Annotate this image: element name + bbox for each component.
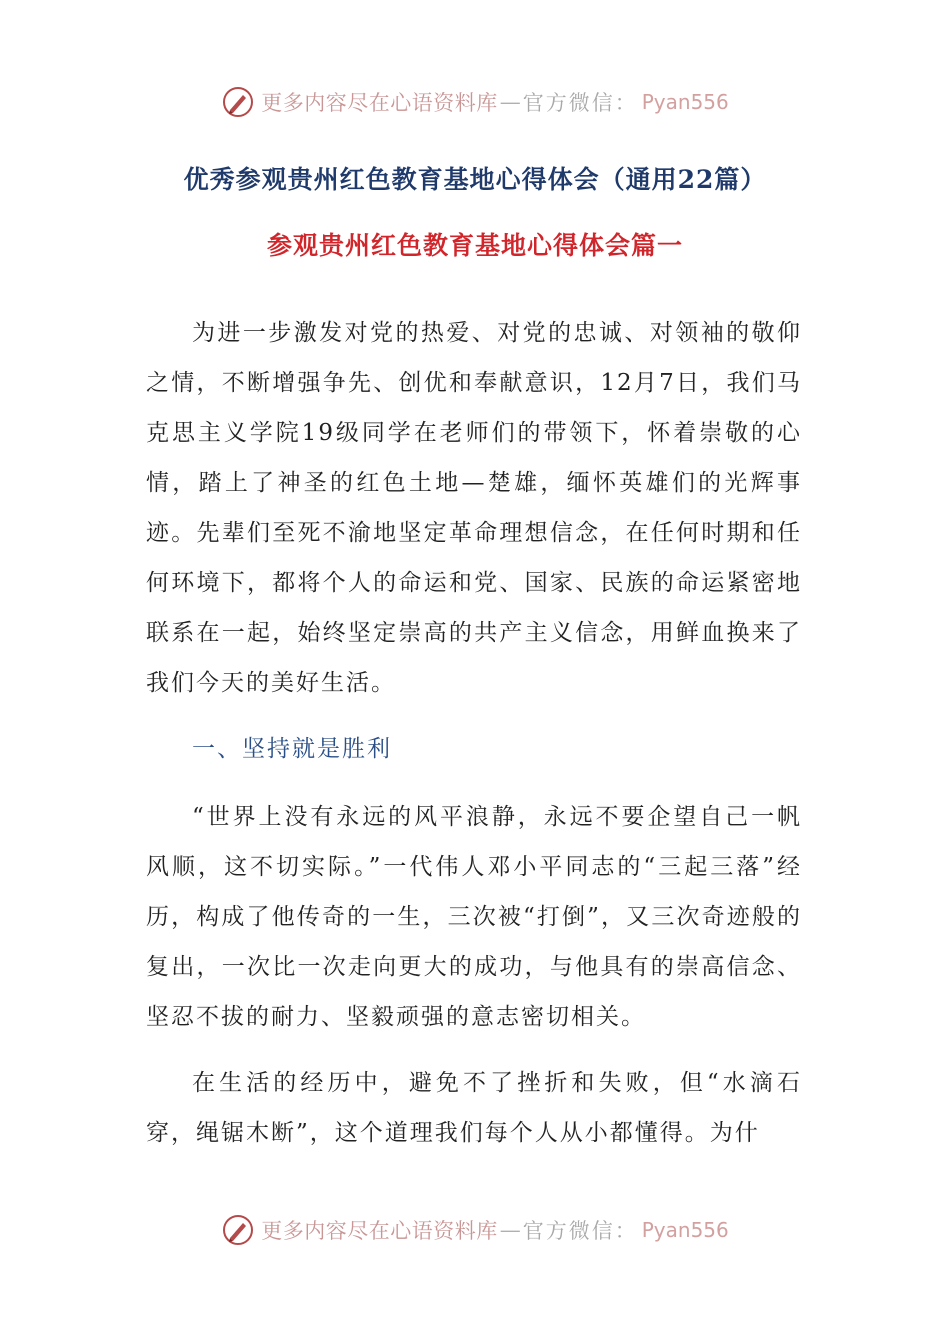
paragraph-block-3 [146, 1058, 802, 1158]
banner-separator: — [499, 90, 521, 114]
header-banner [0, 82, 950, 122]
section-title: 参观贵州红色教育基地心得体会篇一 [266, 231, 683, 260]
banner-wechat-id: Pyan556 [641, 1218, 729, 1242]
body-paragraph: 在生活的经历中，避免不了挫折和失败，但“水滴石穿，绳锯木断”，这个道理我们每个人从小都懂得。为什 [146, 1070, 802, 1146]
banner-official-label: 官方微信： [522, 91, 638, 115]
banner-separator: — [499, 1218, 521, 1242]
pen-logo-icon [221, 85, 255, 119]
document-title: 优秀参观贵州红色教育基地心得体会（通用22篇） [183, 165, 767, 194]
paragraph-block-2 [146, 792, 802, 1042]
subheading: 一、坚持就是胜利 [192, 736, 392, 762]
banner-wechat-id: Pyan556 [641, 90, 729, 114]
paragraph-block-1 [146, 308, 802, 708]
banner-text: 更多内容尽在心语资料库 [261, 91, 498, 115]
banner-official-label: 官方微信： [522, 1219, 638, 1243]
footer-banner [0, 1210, 950, 1250]
subheading-block [146, 724, 802, 774]
banner-text: 更多内容尽在心语资料库 [261, 1219, 498, 1243]
body-paragraph: “世界上没有永远的风平浪静，永远不要企望自己一帆风顺，这不切实际。”一代伟人邓小平同志的“三起三落”经历，构成了他传奇的一生，三次被“打倒”，又三次奇迹般的复出，一次比一次走向更大的成功，与他具有的崇高信念、坚忍不拔的耐力、坚毅顽强的意志密切相关。 [146, 804, 802, 1030]
body-paragraph: 为进一步激发对党的热爱、对党的忠诚、对领袖的敬仰之情，不断增强争先、创优和奉献意识，12月7日，我们马克思主义学院19级同学在老师们的带领下，怀着崇敬的心情，踏上了神圣的红色土地—楚雄，缅怀英雄们的光辉事迹。先辈们至死不渝地坚定革命理想信念，在任何时期和任何环境下，都将个人的命运和党、国家、民族的命运紧密地联系在一起，始终坚定崇高的共产主义信念，用鲜血换来了我们今天的美好生活。 [146, 320, 802, 696]
pen-logo-icon [221, 1213, 255, 1247]
